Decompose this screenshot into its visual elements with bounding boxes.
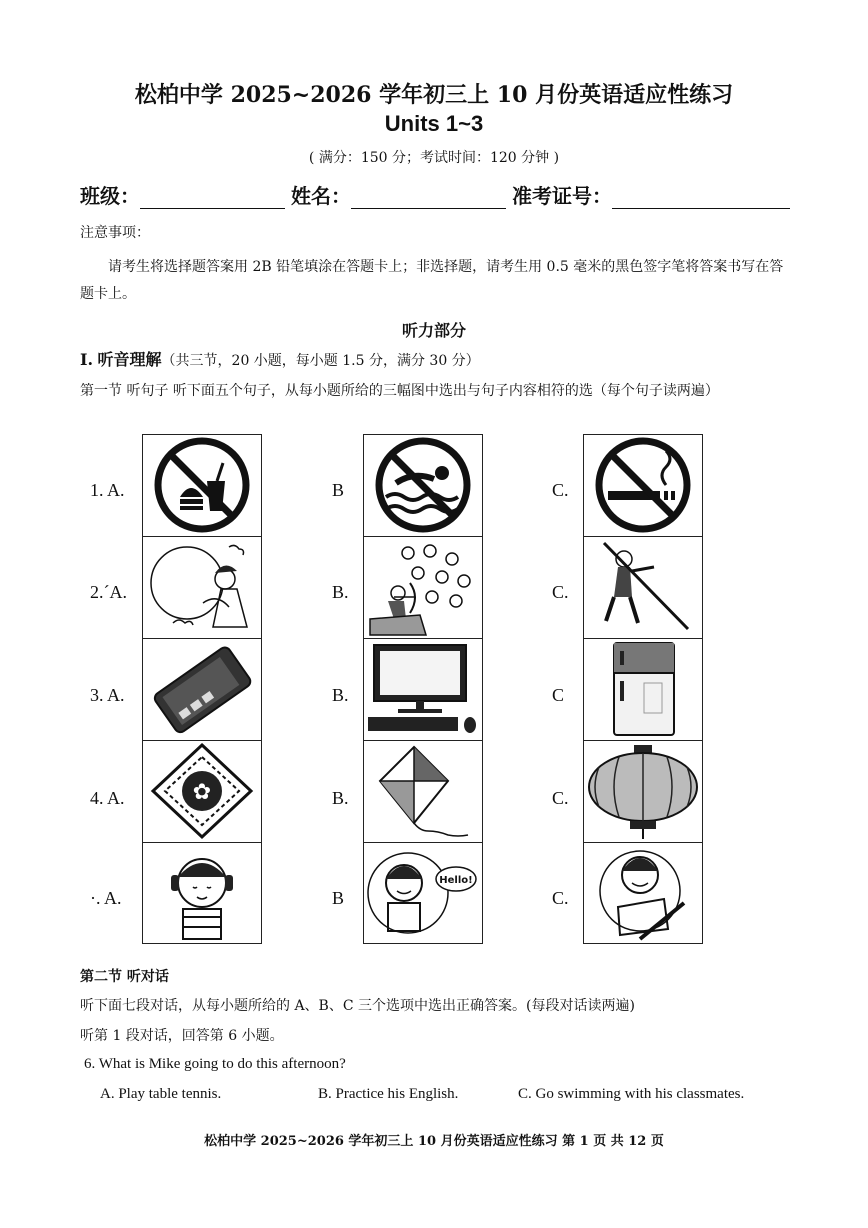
q3-c-label: C <box>552 685 565 705</box>
image-column-b <box>363 434 483 944</box>
smartphone-icon <box>143 639 261 741</box>
q1-a-label: 1. A. <box>90 480 125 500</box>
question-6: 6. What is Mike going to do this afternoon? <box>84 1056 346 1072</box>
image-column-a <box>142 434 262 944</box>
exam-meta: ( 满分：150 分；考试时间：120 分钟 ) <box>308 150 560 166</box>
no-swimming-icon <box>364 435 482 537</box>
class-label: 班级： <box>80 184 140 208</box>
dialogue-one-instructions: 听第 1 段对话，回答第 6 小题。 <box>80 1028 284 1044</box>
q1-c-label: C. <box>552 480 569 500</box>
fu-paper-cut-icon <box>143 741 261 843</box>
archer-suns-icon <box>364 537 482 639</box>
section-two-instructions: 听下面七段对话，从每小题所给的 A、B、C 三个选项中选出正确答案。(每段对话读两遍) <box>80 998 635 1014</box>
boy-writing-icon <box>584 843 702 945</box>
q4-b-label: B. <box>332 788 349 808</box>
monkey-king-icon <box>584 537 702 639</box>
id-label: 准考证号： <box>512 184 612 208</box>
desktop-computer-icon <box>364 639 482 741</box>
svg-text:✿: ✿ <box>192 780 212 805</box>
part-number: I. <box>80 350 94 369</box>
no-food-icon <box>143 435 261 537</box>
q2-c-label: C. <box>552 582 569 602</box>
page-title: 松柏中学 2025~2026 学年初三上 10 月份英语适应性练习 <box>134 82 734 108</box>
q3-b-label: B. <box>332 685 349 705</box>
lantern-icon <box>584 741 702 843</box>
q2-b-label: B. <box>332 582 349 602</box>
refrigerator-icon <box>584 639 702 741</box>
id-blank[interactable] <box>612 186 790 209</box>
question-6-option-b[interactable]: B. Practice his English. <box>318 1086 459 1102</box>
part-info: （共三节，20 小题，每小题 1.5 分，满分 30 分） <box>161 353 480 369</box>
notice-heading: 注意事项： <box>80 225 150 241</box>
q5-b-label: B <box>332 888 345 908</box>
speech-bubble-text: Hello! <box>439 875 473 886</box>
q4-c-label: C. <box>552 788 569 808</box>
image-column-c <box>583 434 703 944</box>
no-smoking-icon <box>584 435 702 537</box>
part-one-heading <box>80 347 480 370</box>
boy-headphones-icon <box>143 843 261 945</box>
class-blank[interactable] <box>140 186 285 209</box>
q2-a-label: 2.´A. <box>90 582 127 602</box>
kite-icon <box>364 741 482 843</box>
notice-text: 请考生将选择题答案用 2B 铅笔填涂在答题卡上；非选择题，请考生用 0.5 毫米的黑色签字笔将答案书写在答题卡上。 <box>80 259 784 302</box>
student-info-fields <box>80 180 796 209</box>
section-one-instructions: 第一节 听句子 听下面五个句子，从每小题所给的三幅图中选出与句子内容相符的选（每个句子读两遍） <box>80 383 719 399</box>
q3-a-label: 3. A. <box>90 685 125 705</box>
section-two-title: 第二节 听对话 <box>80 969 169 985</box>
listening-section-title: 听力部分 <box>401 321 466 340</box>
q4-a-label: 4. A. <box>90 788 125 808</box>
part-title: 听音理解 <box>97 350 162 369</box>
name-blank[interactable] <box>351 186 506 209</box>
q5-a-label: ·. A. <box>90 888 122 908</box>
page-footer: 松柏中学 2025~2026 学年初三上 10 月份英语适应性练习 第 1 页 共 12 页 <box>204 1134 664 1149</box>
page-subtitle: Units 1~3 <box>384 111 484 136</box>
q5-c-label: C. <box>552 888 569 908</box>
question-6-option-c[interactable]: C. Go swimming with his classmates. <box>518 1086 745 1102</box>
boy-saying-hello-icon <box>364 843 482 945</box>
q1-b-label: B <box>332 480 345 500</box>
question-6-option-a[interactable]: A. Play table tennis. <box>100 1086 222 1102</box>
moon-fairy-icon <box>143 537 261 639</box>
name-label: 姓名： <box>291 184 351 208</box>
